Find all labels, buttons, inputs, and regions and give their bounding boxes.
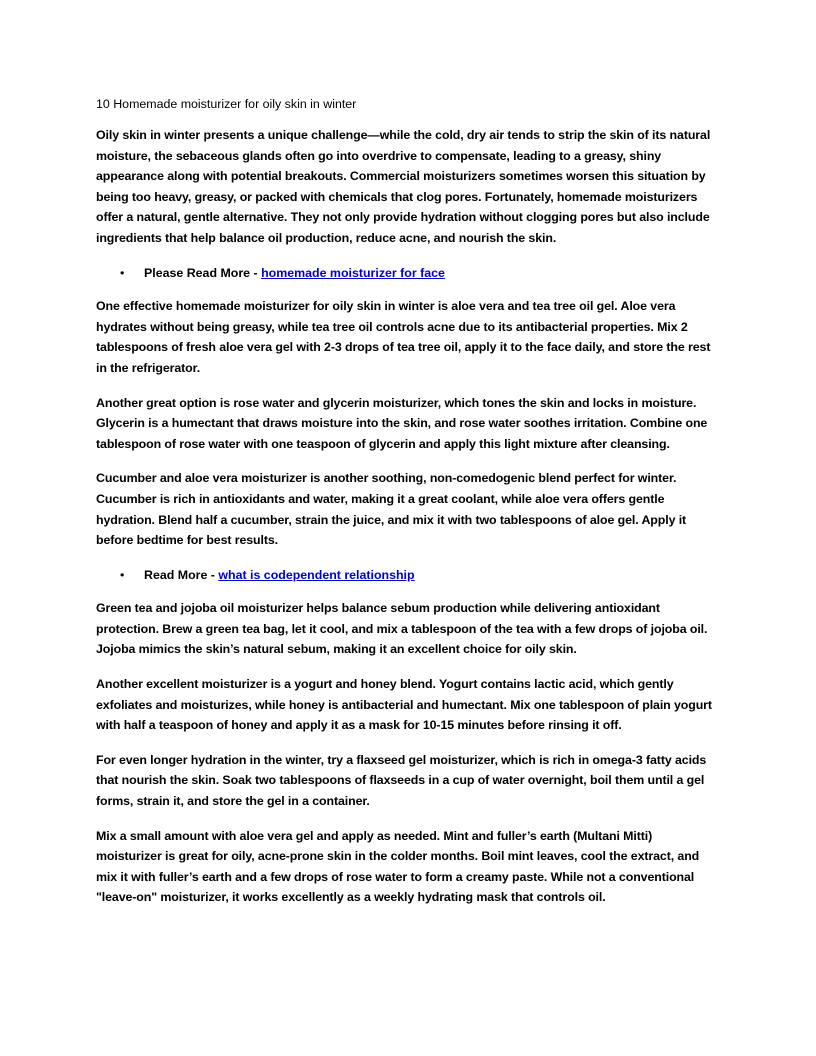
read-more-bullet-2 — [96, 565, 720, 586]
codependent-relationship-link[interactable]: what is codependent relationship — [218, 567, 415, 582]
read-more-prefix: Please Read More - — [144, 265, 262, 280]
bullet-icon: • — [120, 567, 125, 582]
homemade-moisturizer-link[interactable]: homemade moisturizer for face — [261, 265, 445, 280]
document-title: 10 Homemade moisturizer for oily skin in winter — [96, 97, 357, 111]
yogurt-honey-paragraph: Another excellent moisturizer is a yogurt and honey blend. Yogurt contains lactic acid, which gently exfoliates and moisturizes, while honey is antibacterial and humectant. Mix one tablespoon of plain yogurt with half a teaspoon of honey and apply it as a mask for 10-15 minutes before rinsing it off. — [96, 677, 712, 733]
intro-paragraph: Oily skin in winter presents a unique challenge—while the cold, dry air tends to strip the skin of its natural moisture, the sebaceous glands often go into overdrive to compensate, leading to a greasy, shiny appearance along with potential breakouts. Commercial moisturizers sometimes worsen this situation by being too heavy, greasy, or packed with chemicals that clog pores. Fortunately, homemade moisturizers offer a natural, gentle alternative. They not only provide hydration without clogging pores but also include ingredients that help balance oil production, reduce acne, and nourish the skin. — [96, 128, 711, 245]
bullet-icon: • — [120, 265, 125, 280]
read-more-bullet-1 — [96, 263, 720, 284]
read-more-prefix: Read More - — [144, 567, 219, 582]
rose-water-glycerin-paragraph: Another great option is rose water and glycerin moisturizer, which tones the skin and locks in moisture. Glycerin is a humectant that draws moisture into the skin, and rose water soothes irritation. Combine one tablespoon of rose water with one teaspoon of glycerin and apply this light mixture after cleansing. — [96, 395, 708, 451]
document-page — [96, 96, 720, 922]
flaxseed-gel-paragraph: For even longer hydration in the winter, try a flaxseed gel moisturizer, which is rich in omega-3 fatty acids that nourish the skin. Soak two tablespoons of flaxseeds in a cup of water overnight, boil them until a gel forms, strain it, and store the gel in a container. — [96, 752, 707, 809]
aloe-tea-tree-paragraph: One effective homemade moisturizer for oily skin in winter is aloe vera and tea tree oil gel. Aloe vera hydrates without being greasy, while tea tree oil controls acne due to its antibacterial properties. Mix 2 tablespoons of fresh aloe vera gel with 2-3 drops of tea tree oil, apply it to the face daily, and store the rest in the refrigerator. — [96, 299, 711, 375]
mint-fullers-earth-paragraph: Mix a small amount with aloe vera gel and apply as needed. Mint and fuller’s earth (Multani Mitti) moisturizer is great for oily, acne-prone skin in the colder months. Boil mint leaves, cool the extract, and mix it with fuller’s earth and a few drops of rose water to form a creamy paste. While not a conventional "leave-on" moisturizer, it works excellently as a weekly hydrating mask that controls oil. — [96, 828, 700, 905]
green-tea-jojoba-paragraph: Green tea and jojoba oil moisturizer helps balance sebum production while delivering antioxidant protection. Brew a green tea bag, let it cool, and mix a tablespoon of the tea with a few drops of jojoba oil. Jojoba mimics the skin’s natural sebum, making it an excellent choice for oily skin. — [96, 601, 708, 657]
cucumber-aloe-paragraph: Cucumber and aloe vera moisturizer is another soothing, non-comedogenic blend perfect for winter. Cucumber is rich in antioxidants and water, making it a great coolant, while aloe vera offers gentle hydration. Blend half a cucumber, strain the juice, and mix it with two tablespoons of aloe gel. Apply it before bedtime for best results. — [96, 471, 687, 548]
